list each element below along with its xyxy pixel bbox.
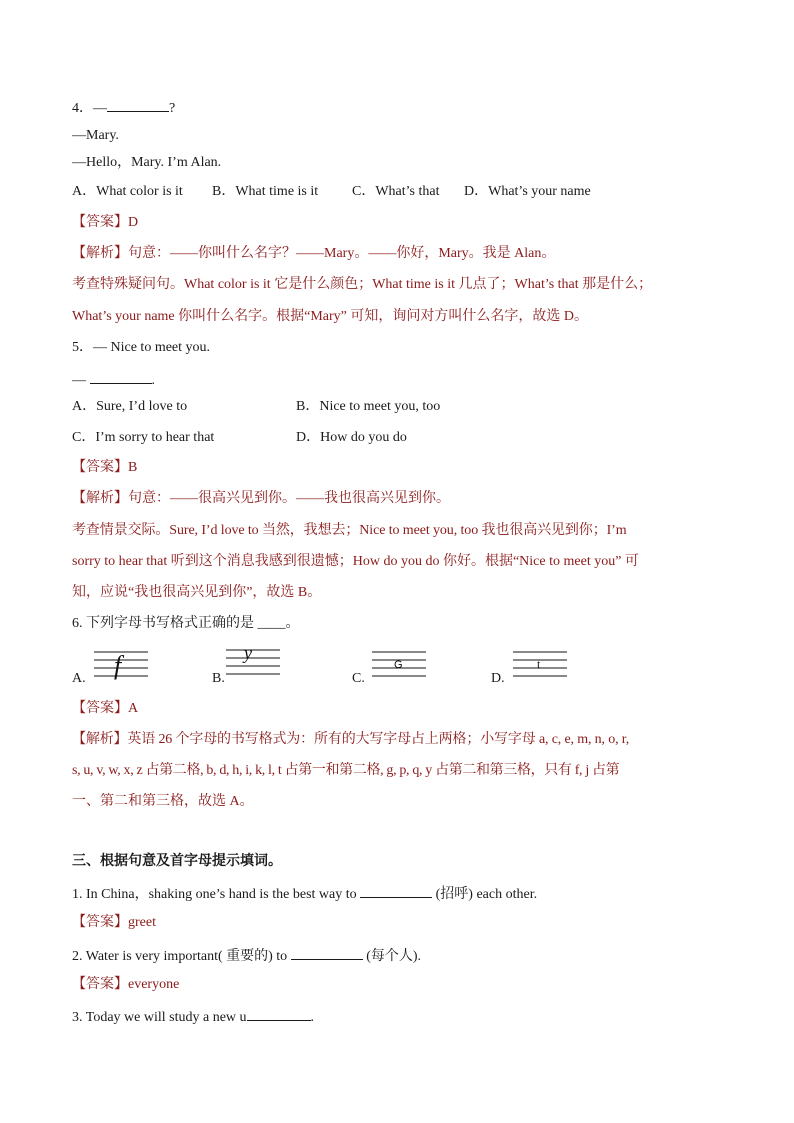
q4-answer [72, 214, 138, 232]
s3-q3-text: 3. Today we will study a new u [72, 1010, 247, 1025]
q4-analysis2: 考查特殊疑问句。What color is it 它是什么颜色；What time is it 几点了；What’s that 那是什么； [72, 277, 653, 292]
q6-letter-a: f [114, 651, 122, 680]
q4-line3: —Hello，Mary. I’m Alan. [72, 155, 222, 170]
q6-analysis1 [72, 731, 629, 749]
q5-question: 5．— Nice to meet you. [72, 340, 211, 355]
answer-value: greet [128, 915, 156, 930]
q6-letter-c: G [394, 659, 403, 671]
q6-analysis2: s, u, v, w, x, z 占第二格, b, d, h, i, k, l, t 占第一和第二格, g, p, q, y 占第二和第三格，只有 f, j 占第 [72, 763, 620, 778]
analysis-text: 句意：——你叫什么名字？——Mary。——你好，Mary。我是 Alan。 [128, 246, 556, 261]
q5-answer [72, 459, 137, 477]
answer-tag: 【答案】 [72, 915, 128, 930]
s3-q1-hint: (招呼) each other. [435, 887, 538, 902]
answer-value: everyone [128, 977, 180, 992]
q6-analysis3: 一、第二和第三格，故选 A。 [72, 794, 254, 809]
q5-analysis2: 考查情景交际。Sure, I’d love to 当然，我想去；Nice to meet you, too 我也很高兴见到你；I’m [72, 523, 627, 538]
answer-value: B [128, 460, 138, 475]
q4-option-b: B．What time is it [212, 184, 319, 199]
q4-question [72, 97, 175, 118]
analysis-tag: 【解析】 [72, 732, 128, 747]
q5-option-a: A．Sure, I’d love to [72, 399, 188, 414]
answer-value: A [128, 701, 139, 716]
q6-letter-b: y [244, 645, 252, 663]
q4-option-a: A．What color is it [72, 184, 183, 199]
s3-q3 [72, 1006, 314, 1027]
s3-q1-text: 1. In China，shaking one’s hand is the best way to [72, 887, 357, 902]
answer-tag: 【答案】 [72, 701, 128, 716]
q4-number: 4．— [72, 101, 107, 116]
q6-option-a-label: A. [72, 671, 86, 686]
q5-response [72, 369, 155, 390]
q4-analysis1 [72, 245, 555, 263]
four-line-grid-d [511, 647, 569, 683]
analysis-tag: 【解析】 [72, 246, 128, 261]
answer-tag: 【答案】 [72, 460, 128, 475]
q5-analysis3: sorry to hear that 听到这个消息我感到很遗憾；How do you do 你好。根据“Nice to meet you” 可 [72, 554, 639, 569]
q4-option-c: C．What’s that [352, 184, 440, 199]
q5-analysis4: 知，应说“我也很高兴见到你”，故选 B。 [72, 585, 322, 600]
answer-blank [247, 1006, 311, 1021]
four-line-grid-c [370, 647, 428, 683]
s3-q1 [72, 883, 537, 904]
s3-q2-text: 2. Water is very important( 重要的) to [72, 949, 288, 964]
q6-option-d-label: D. [491, 671, 505, 686]
section-title: 三、根据句意及首字母提示填词。 [72, 853, 282, 869]
s3-q1-answer [72, 914, 156, 932]
analysis-text: 句意：——很高兴见到你。——我也很高兴见到你。 [128, 491, 450, 506]
q5-option-c: C．I’m sorry to hear that [72, 430, 215, 445]
four-line-grid-a [92, 647, 150, 683]
q5-end: . [151, 373, 155, 388]
q6-answer [72, 700, 138, 718]
q4-line2: —Mary. [72, 128, 119, 143]
q6-letter-d: t [537, 657, 541, 671]
s3-q2 [72, 945, 421, 966]
q5-option-d: D．How do you do [296, 430, 407, 445]
s3-q2-hint: (每个人). [366, 949, 422, 964]
analysis-tag: 【解析】 [72, 491, 128, 506]
answer-blank [90, 369, 152, 384]
q6-question: 6. 下列字母书写格式正确的是 ____。 [72, 616, 300, 631]
answer-tag: 【答案】 [72, 215, 128, 230]
s3-q3-end: . [310, 1010, 315, 1025]
q4-end: ? [169, 101, 176, 116]
answer-tag: 【答案】 [72, 977, 128, 992]
answer-blank [360, 883, 432, 898]
four-line-grid-b [224, 645, 282, 681]
analysis-text: 英语 26 个字母的书写格式为：所有的大写字母占上两格；小写字母 a, c, e, m, n, o, r, [127, 732, 630, 747]
answer-blank [107, 97, 169, 112]
q4-analysis3: What’s your name 你叫什么名字。根据“Mary” 可知，询问对方叫什么名字，故选 D。 [72, 309, 588, 324]
q5-option-b: B．Nice to meet you, too [296, 399, 441, 414]
q4-option-d: D．What’s your name [464, 184, 591, 199]
q5-analysis1 [72, 490, 450, 508]
q5-dash: — [72, 373, 86, 388]
s3-q2-answer [72, 976, 179, 994]
answer-value: D [128, 215, 139, 230]
q6-option-b-label: B. [212, 671, 225, 686]
answer-blank [291, 945, 363, 960]
q6-option-c-label: C. [352, 671, 365, 686]
